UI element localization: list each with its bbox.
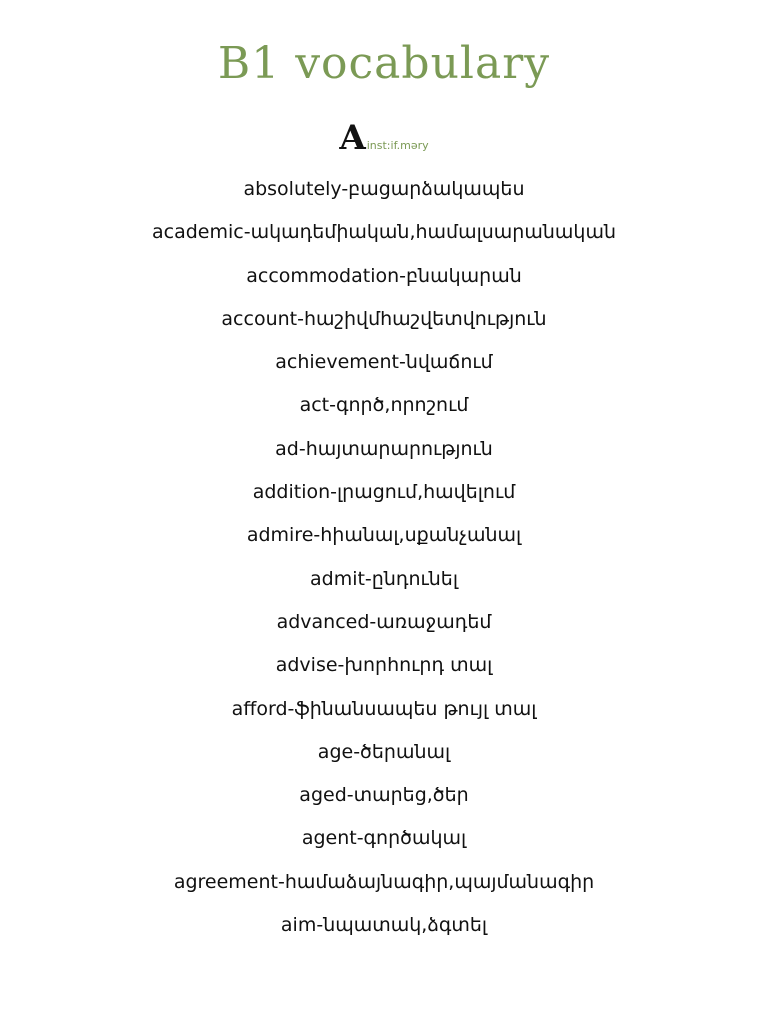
vocabulary-entry: admire-հիանալ,սքանչանալ (246, 524, 522, 547)
section-phonetic: inst:if.məry (366, 139, 429, 152)
vocabulary-entry: afford-ֆինանսապես թույլ տալ (231, 697, 537, 720)
vocabulary-entry: agreement-համաձայնագիր,պայմանագիր (173, 870, 595, 893)
vocabulary-entry: advise-խորհուրդ տալ (275, 654, 493, 677)
vocabulary-entry: agent-գործակալ (301, 827, 467, 850)
vocabulary-entry: academic-ակադեմիական,համալսարանական (152, 221, 616, 244)
vocabulary-entry: admit-ընդունել (309, 567, 459, 590)
vocabulary-entry: achievement-նվաճում (275, 351, 493, 374)
vocabulary-entry: addition-լրացում,հավելում (252, 481, 516, 504)
section-heading (0, 118, 768, 158)
vocabulary-entry: absolutely-բացարձակապես (243, 178, 525, 200)
vocabulary-entry: accommodation-բնակարան (246, 264, 522, 287)
section-letter: A (339, 118, 366, 158)
vocabulary-entry: account-հաշիվմհաշվետվություն (221, 307, 547, 330)
vocabulary-list (0, 168, 768, 947)
vocabulary-entry: aim-նպատակ,ձգտել (280, 914, 488, 937)
vocabulary-entry: aged-տարեց,ծեր (299, 784, 469, 807)
vocabulary-entry: act-գործ,որոշում (299, 394, 469, 417)
page-title: B1 vocabulary (217, 38, 551, 89)
vocabulary-entry: ad-հայտարարություն (275, 437, 493, 460)
vocabulary-entry: advanced-առաջադեմ (276, 610, 492, 633)
vocabulary-entry: age-ծերանալ (317, 740, 451, 763)
